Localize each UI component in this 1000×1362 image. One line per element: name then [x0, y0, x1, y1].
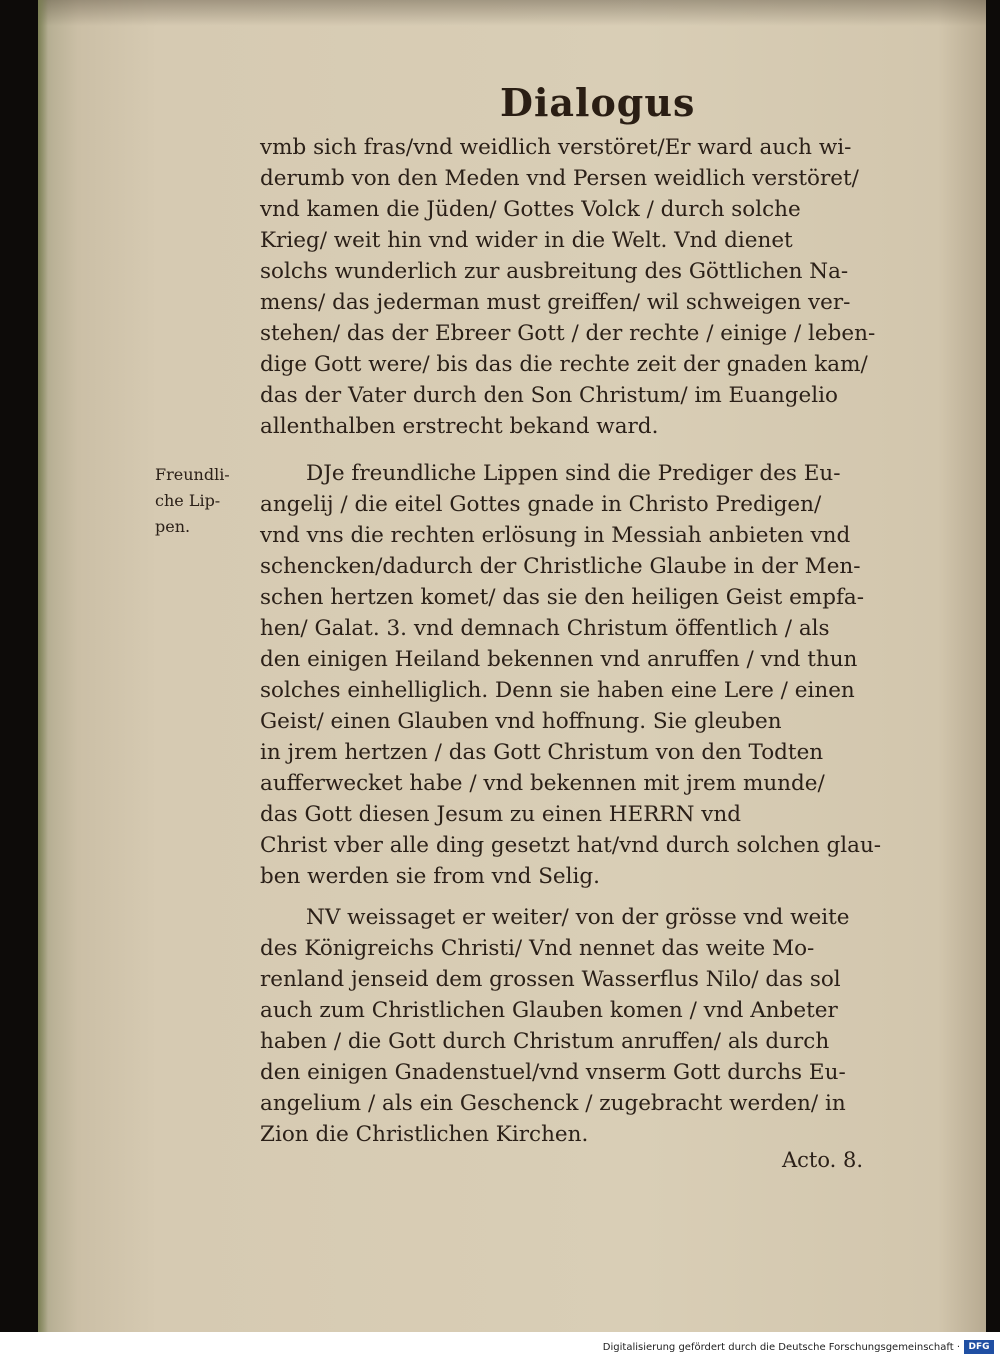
text-line: angelij / die eitel Gottes gnade in Christo Predigen/ — [260, 492, 822, 517]
text-line: das der Vater durch den Son Christum/ im Euangelio — [260, 383, 838, 408]
paragraph-2 — [260, 458, 900, 892]
running-head: Dialogus — [500, 80, 696, 125]
text-line: schen hertzen komet/ das sie den heiligen Geist empfa- — [260, 585, 864, 610]
text-line: renland jenseid dem grossen Wasserflus Nilo/ das sol — [260, 967, 841, 992]
marginal-line: che Lip- — [155, 491, 221, 510]
text-line: vmb sich fras/vnd weidlich verstöret/Er ward auch wi- — [260, 135, 852, 160]
paragraph-1 — [260, 132, 900, 442]
text-line: angelium / als ein Geschenck / zugebracht werden/ in — [260, 1091, 846, 1116]
text-line: hen/ Galat. 3. vnd demnach Christum öffentlich / als — [260, 616, 830, 641]
text-line: Geist/ einen Glauben vnd hoffnung. Sie gleuben — [260, 709, 782, 734]
text-line: vnd kamen die Jüden/ Gottes Volck / durch solche — [260, 197, 801, 222]
text-line: vnd vns die rechten erlösung in Messiah anbieten vnd — [260, 523, 851, 548]
marginal-note — [155, 462, 235, 540]
text-line: mens/ das jederman must greiffen/ wil schweigen ver- — [260, 290, 851, 315]
text-line: DJe freundliche Lippen sind die Prediger des Eu- — [306, 461, 841, 486]
text-line: den einigen Gnadenstuel/vnd vnserm Gott durchs Eu- — [260, 1060, 846, 1085]
text-line: den einigen Heiland bekennen vnd anruffen / vnd thun — [260, 647, 858, 672]
paragraph-3 — [260, 902, 900, 1150]
text-line: aufferwecket habe / vnd bekennen mit jrem munde/ — [260, 771, 825, 796]
text-line: des Königreichs Christi/ Vnd nennet das weite Mo- — [260, 936, 815, 961]
page-gutter-shadow — [38, 0, 48, 1332]
text-line: Christ vber alle ding gesetzt hat/vnd durch solchen glau- — [260, 833, 882, 858]
text-line: auch zum Christlichen Glauben komen / vnd Anbeter — [260, 998, 838, 1023]
text-line: solchs wunderlich zur ausbreitung des Göttlichen Na- — [260, 259, 849, 284]
dfg-logo-icon: DFG — [964, 1340, 994, 1354]
text-line: das Gott diesen Jesum zu einen HERRN vnd — [260, 802, 742, 827]
text-line: in jrem hertzen / das Gott Christum von den Todten — [260, 740, 824, 765]
text-line: schencken/dadurch der Christliche Glaube in der Men- — [260, 554, 861, 579]
funding-notice: Digitalisierung gefördert durch die Deutsche Forschungsgemeinschaft · — [602, 1342, 960, 1353]
catchword: Acto. 8. — [782, 1148, 864, 1172]
page-top-shadow — [38, 0, 986, 26]
marginal-line: Freundli- — [155, 465, 230, 484]
text-line: derumb von den Meden vnd Persen weidlich verstöret/ — [260, 166, 859, 191]
text-line: ben werden sie from vnd Selig. — [260, 864, 601, 889]
text-line: allenthalben erstrecht bekand ward. — [260, 414, 659, 439]
text-line: NV weissaget er weiter/ von der grösse vnd weite — [306, 905, 850, 930]
marginal-line: pen. — [155, 517, 191, 536]
text-line: Zion die Christlichen Kirchen. — [260, 1122, 589, 1147]
text-line: solches einhelliglich. Denn sie haben eine Lere / einen — [260, 678, 855, 703]
footer-bar — [0, 1332, 1000, 1362]
text-line: haben / die Gott durch Christum anruffen/ als durch — [260, 1029, 830, 1054]
text-line: Krieg/ weit hin vnd wider in die Welt. Vnd dienet — [260, 228, 793, 253]
text-line: dige Gott were/ bis das die rechte zeit der gnaden kam/ — [260, 352, 868, 377]
text-line: stehen/ das der Ebreer Gott / der rechte / einige / leben- — [260, 321, 876, 346]
